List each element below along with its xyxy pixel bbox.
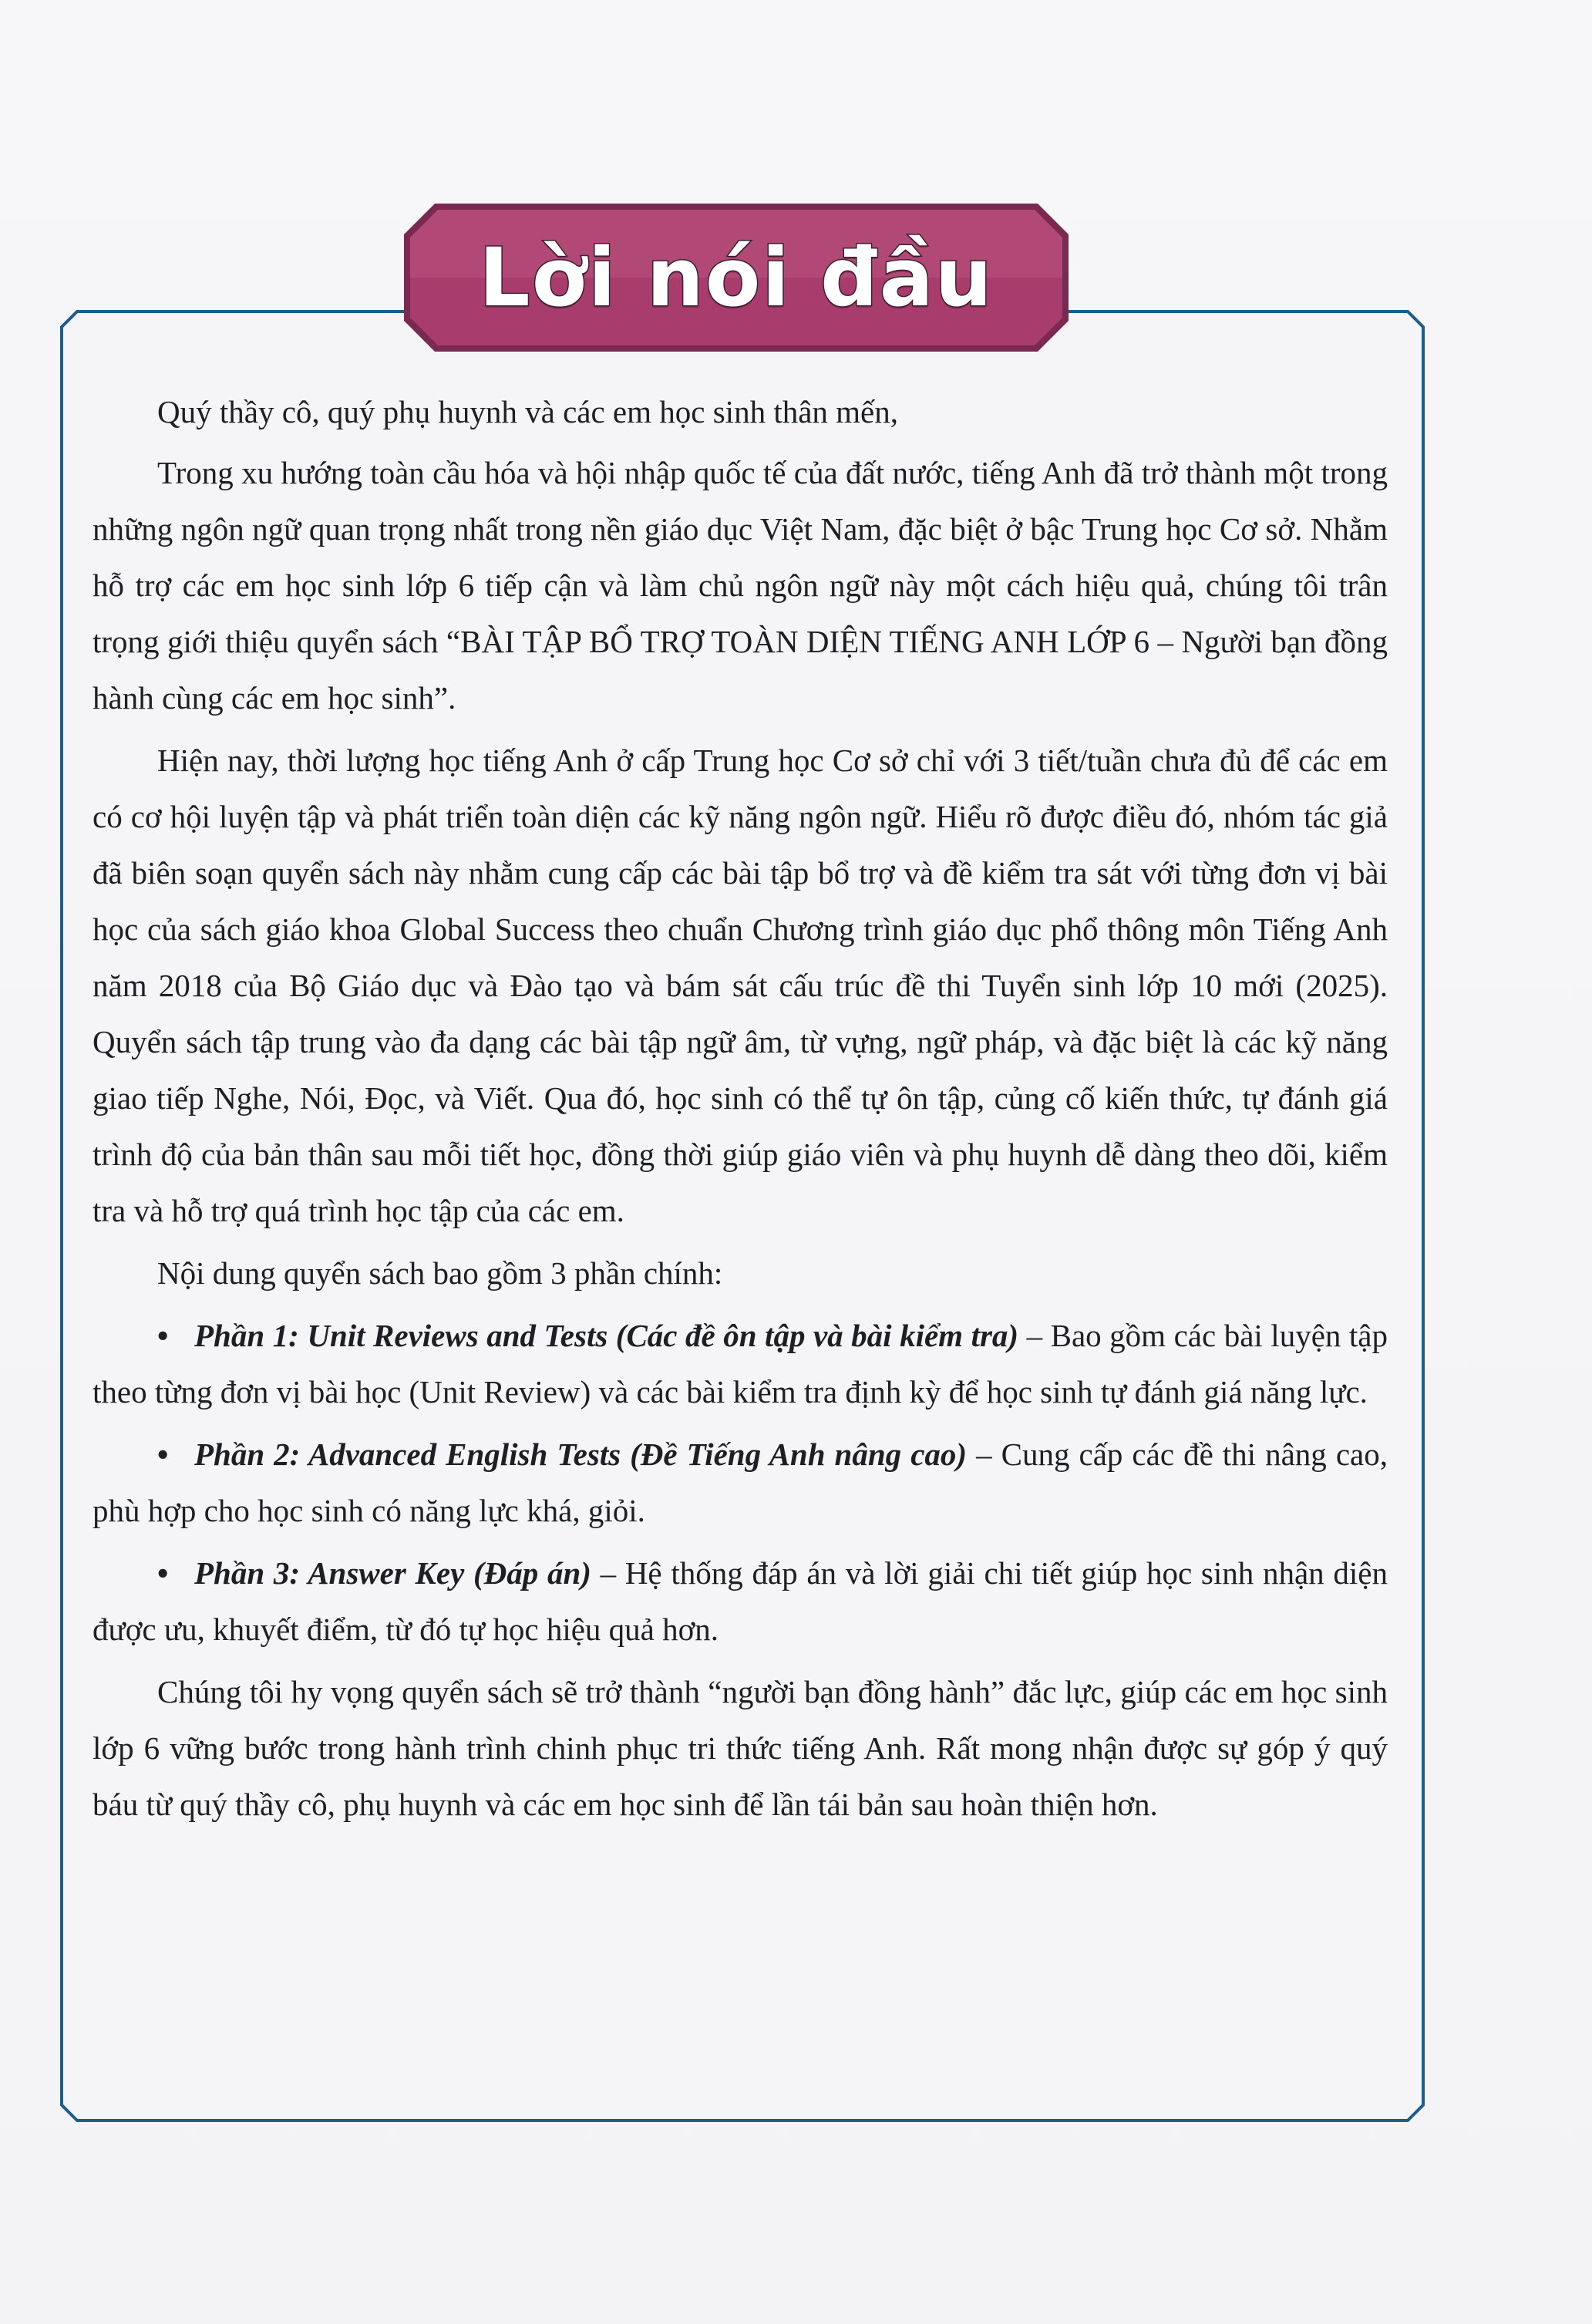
- paragraph-intro: Trong xu hướng toàn cầu hóa và hội nhập quốc tế của đất nước, tiếng Anh đã trở thành một trong những ngôn ngữ quan trọng nhất trong nền giáo dục Việt Nam, đặc biệt ở bậc Trung học Cơ sở. Nhằm hỗ trợ các em học sinh lớp 6 tiếp cận và làm chủ ngôn ngữ này một cách hiệu quả, chúng tôi trân trọng giới thiệu quyển sách “BÀI TẬP BỔ TRỢ TOÀN DIỆN TIẾNG ANH LỚP 6 – Người bạn đồng hành cùng các em học sinh”.: [93, 455, 1388, 716]
- bullet-text: – Bao gồm các bài luyện tập theo từng đơn vị bài học (Unit Review) và các bài kiểm tra định kỳ để học sinh tự đánh giá năng lực.: [93, 1318, 1388, 1410]
- list-item: [93, 1308, 1388, 1420]
- bullet-heading: Phần 3: Answer Key (Đáp án): [194, 1555, 591, 1591]
- page-title: Lời nói đầu: [479, 231, 994, 325]
- preface-body: [93, 384, 1388, 1839]
- list-item: [93, 1545, 1388, 1658]
- bullet-icon: •: [157, 1318, 169, 1353]
- paragraph-contents-heading: Nội dung quyển sách bao gồm 3 phần chính:: [157, 1255, 723, 1291]
- bullet-heading: Phần 2: Advanced English Tests (Đề Tiếng Anh nâng cao): [194, 1437, 968, 1472]
- paragraph-context: Hiện nay, thời lượng học tiếng Anh ở cấp Trung học Cơ sở chỉ với 3 tiết/tuần chưa đủ để các em có cơ hội luyện tập và phát triển toàn diện các kỹ năng ngôn ngữ. Hiểu rõ được điều đó, nhóm tác giả đã biên soạn quyển sách này nhằm cung cấp các bài tập bổ trợ và đề kiểm tra sát với từng đơn vị bài học của sách giáo khoa Global Success theo chuẩn Chương trình giáo dục phổ thông môn Tiếng Anh năm 2018 của Bộ Giáo dục và Đào tạo và bám sát cấu trúc đề thi Tuyển sinh lớp 10 mới (2025). Quyển sách tập trung vào đa dạng các bài tập ngữ âm, từ vựng, ngữ pháp, và đặc biệt là các kỹ năng giao tiếp Nghe, Nói, Đọc, và Viết. Qua đó, học sinh có thể tự ôn tập, củng cố kiến thức, tự đánh giá trình độ của bản thân sau mỗi tiết học, đồng thời giúp giáo viên và phụ huynh dễ dàng theo dõi, kiểm tra và hỗ trợ quá trình học tập của các em.: [93, 743, 1388, 1228]
- paragraph-closing: Chúng tôi hy vọng quyển sách sẽ trở thành “người bạn đồng hành” đắc lực, giúp các em học sinh lớp 6 vững bước trong hành trình chinh phục tri thức tiếng Anh. Rất mong nhận được sự góp ý quý báu từ quý thầy cô, phụ huynh và các em học sinh để lần tái bản sau hoàn thiện hơn.: [93, 1674, 1388, 1822]
- greeting-paragraph: Quý thầy cô, quý phụ huynh và các em học sinh thân mến,: [157, 394, 898, 429]
- title-badge: [401, 200, 1072, 355]
- bullet-text: – Hệ thống đáp án và lời giải chi tiết giúp học sinh nhận diện được ưu, khuyết điểm, từ đó tự học hiệu quả hơn.: [93, 1555, 1388, 1647]
- bullet-heading: Phần 1: Unit Reviews and Tests (Các đề ôn tập và bài kiểm tra): [194, 1318, 1019, 1353]
- bullet-icon: •: [157, 1555, 169, 1591]
- list-item: [93, 1426, 1388, 1539]
- bullet-text: – Cung cấp các đề thi nâng cao, phù hợp cho học sinh có năng lực khá, giỏi.: [93, 1437, 1388, 1528]
- bullet-icon: •: [157, 1437, 169, 1472]
